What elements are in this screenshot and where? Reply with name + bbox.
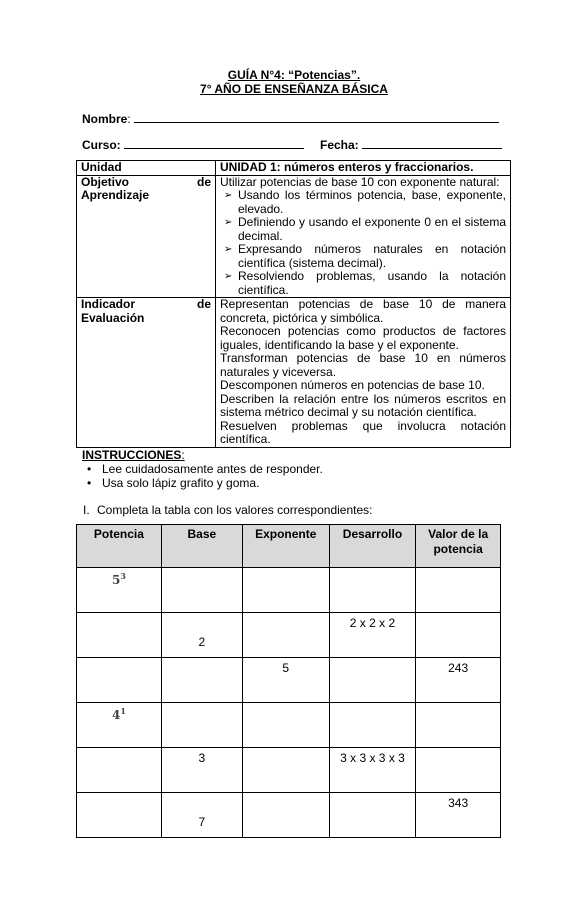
indicador-value [216,298,511,448]
arrow-bullet-icon: ➢ [224,217,233,228]
base-cell[interactable] [161,568,242,613]
base-cell[interactable] [161,658,242,703]
question-1 [83,503,373,517]
nombre-label: Nombre [82,112,128,126]
desarrollo-cell[interactable] [329,568,416,613]
valor-cell[interactable]: 243 [416,658,501,703]
desarrollo-cell[interactable] [329,793,416,838]
desarrollo-cell[interactable]: 2 x 2 x 2 [329,613,416,658]
indicador-label-de: de [196,297,211,311]
table-header-row [77,525,501,568]
arrow-bullet-icon: ➢ [224,271,233,282]
col-header-base: Base [161,525,242,568]
list-item: • Lee cuidadosamente antes de responder. [87,462,323,476]
exponente-cell[interactable] [242,613,329,658]
indicador-row [77,298,511,448]
table-row [77,568,501,613]
valor-cell[interactable] [416,748,501,793]
col-header-desarrollo: Desarrollo [329,525,416,568]
arrow-bullet-icon: ➢ [224,190,233,201]
col-header-potencia: Potencia [77,525,162,568]
nombre-line[interactable] [134,111,499,123]
base-cell[interactable]: 7 [161,793,242,838]
curso-line[interactable] [124,137,304,149]
list-item: ➢ Resolviendo problemas, usando la notación científica. [224,269,506,297]
bullet-icon: • [87,476,92,490]
indicador-line: Descomponen números en potencias de base 10. [220,378,485,392]
valor-cell[interactable] [416,568,501,613]
base-cell[interactable]: 2 [161,613,242,658]
indicador-label: Indicador [81,297,136,311]
objetivo-label-cell [77,175,216,298]
list-item: ➢ Definiendo y usando el exponente 0 en el sistema decimal. [224,215,506,243]
potencia-cell[interactable] [77,748,162,793]
instructions-list [82,462,323,490]
indicador-line: Describen la relación entre los números escritos en sistema métrico decimal y su notación científica. [220,391,506,419]
potencia-cell[interactable]: $4^1$ [77,703,162,748]
potencia-cell[interactable] [77,613,162,658]
nombre-field[interactable]: Nombre: [82,111,499,126]
table-row [77,703,501,748]
indicador-label-cell [77,298,216,448]
col-header-exponente: Exponente [242,525,329,568]
indicador-line: Reconocen potencias como productos de factores iguales, identificando la base y el exponente. [220,324,506,352]
curso-label: Curso: [82,138,121,152]
indicador-line: Resuelven problemas que involucra notación científica. [220,418,506,446]
objetivo-value [216,175,511,298]
base-cell[interactable]: 3 [161,748,242,793]
col-header-valor: Valor de la potencia [416,525,501,568]
objetivo-label-2: Aprendizaje [81,188,150,202]
table-row [77,748,501,793]
fecha-label: Fecha: [320,138,359,152]
objetivo-label: Objetivo [81,174,130,189]
exponente-cell[interactable]: 5 [242,658,329,703]
list-item: • Usa solo lápiz grafito y goma. [87,476,260,490]
exponente-cell[interactable] [242,568,329,613]
question-number: I. [83,503,90,517]
list-item: ➢ Expresando números naturales en notación científica (sistema decimal). [224,242,506,270]
indicador-label-2: Evaluación [81,310,145,325]
worksheet-subtitle: 7° AÑO DE ENSEÑANZA BÁSICA [200,82,388,96]
base-cell[interactable] [161,703,242,748]
potencia-cell[interactable] [77,658,162,703]
arrow-bullet-icon: ➢ [224,244,233,255]
bullet-icon: • [87,462,92,476]
table-row [77,613,501,658]
desarrollo-cell[interactable] [329,658,416,703]
valor-cell[interactable]: 343 [416,793,501,838]
unidad-row [77,161,511,176]
desarrollo-cell[interactable]: 3 x 3 x 3 x 3 [329,748,416,793]
objetivo-intro: Utilizar potencias de base 10 con exponente natural: [220,174,500,189]
fecha-line[interactable] [362,137,502,149]
worksheet-title: GUÍA N°4: “Potencias”. [227,68,361,82]
indicador-line: Representan potencias de base 10 de manera concreta, pictórica y simbólica. [220,297,506,325]
instructions-heading: INSTRUCCIONES: [82,448,185,462]
power-table [76,524,501,838]
exponente-cell[interactable] [242,703,329,748]
valor-cell[interactable] [416,613,501,658]
objetivo-label-de: de [196,174,211,189]
unidad-label: Unidad [77,161,216,176]
potencia-cell[interactable] [77,793,162,838]
indicador-line: Transforman potencias de base 10 en números naturales y viceversa. [220,351,506,379]
curso-field[interactable] [82,137,304,152]
objetivo-list [220,189,506,297]
desarrollo-cell[interactable] [329,703,416,748]
exponente-cell[interactable] [242,793,329,838]
table-row [77,658,501,703]
list-item: ➢ Usando los términos potencia, base, exponente, elevado. [224,188,506,216]
question-text: Completa la tabla con los valores correspondientes: [97,503,373,517]
table-row [77,793,501,838]
fecha-field[interactable] [320,137,502,152]
potencia-cell[interactable]: $5^3$ [77,568,162,613]
info-table [76,160,511,448]
exponente-cell[interactable] [242,748,329,793]
valor-cell[interactable] [416,703,501,748]
objetivo-row [77,175,511,298]
unidad-value: UNIDAD 1: números enteros y fraccionarios. [216,161,511,176]
